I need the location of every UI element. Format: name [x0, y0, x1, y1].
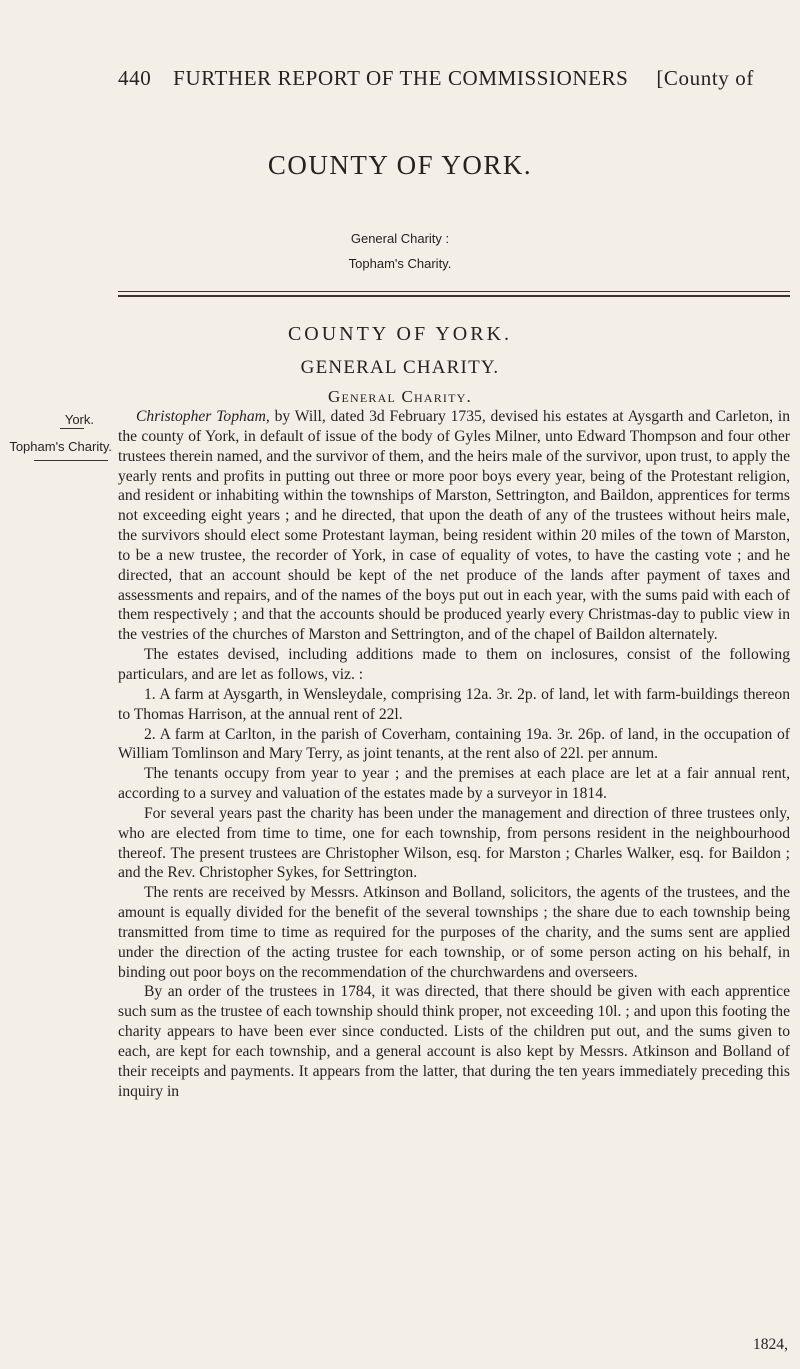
paragraph: By an order of the trustees in 1784, it was directed, that there should be given with each apprentice such sum as the trustee of each township should think proper, not exceeding 10l. ; and upon this footing the charity appears to have been ever since conducted. Lists of the children put out, and the sums given to each, are kept for each township, and a general account is also kept by Messrs. Atkinson and Bolland of their receipts and payments. It appears from the latter, that during the ten years immediately preceding this inquiry in [118, 983, 790, 1100]
running-header [118, 66, 800, 91]
paragraph: 2. A farm at Carlton, in the parish of Coverham, containing 19a. 3r. 26p. of land, in the occupation of William Tomlinson and Mary Terry, as joint tenants, at the rent also of 22l. per annum. [118, 725, 790, 763]
running-title: FURTHER REPORT OF THE COMMISSIONERS [173, 66, 629, 90]
page-number: 440 [118, 66, 152, 90]
section-smallcaps-heading: General Charity. [328, 387, 472, 406]
paragraph [118, 407, 790, 645]
page-title: COUNTY OF YORK. [267, 150, 533, 180]
margin-note-tophams-charity: Topham's Charity. [9, 439, 112, 454]
paragraph-text: by Will, dated 3d February 1735, devised his estates at Aysgarth and Carleton, in the county of York, in default of issue of the body of Gyles Milner, unto Edward Thompson and four other trustees therein named, and the survivor of them, and the heirs male of the survivor, upon trust, to apply the yearly rents and profits in putting out three or more poor boys every year, being of the Protestant religion, and resident or inhabiting within the townships of Marston, Settrington, and Baildon, apprentices for terms not exceeding eight years ; and he directed, that upon the death of any of the trustees without heirs male, the survivors should elect some Protestant layman, being resident within 20 miles of the town of Marston, to be a new trustee, the recorder of York, in case of equality of votes, to have the casting vote ; and he directed, that an account should be kept of the net produce of the lands after payment of taxes and assessments and repairs, and of the names of the boys put out in each year, with the sums paid with each of them respectively ; and that the accounts should be produced yearly every Christmas-day to public view in the vestries of the churches of Marston and Settrington, and of the chapel of Baildon alternately. [118, 408, 790, 644]
divider-rule [118, 291, 790, 292]
divider-rule-thick [118, 295, 790, 297]
paragraph: 1. A farm at Aysgarth, in Wensleydale, comprising 12a. 3r. 2p. of land, let with farm-buildings thereon to Thomas Harrison, at the annual rent of 22l. [118, 685, 790, 723]
paragraph: The estates devised, including additions made to them on inclosures, consist of the following particulars, and are let as follows, viz. : [118, 646, 790, 683]
section-subtitle: GENERAL CHARITY. [300, 357, 500, 378]
running-county: [County of [656, 66, 754, 90]
paragraph-lead: Christopher Topham, [136, 408, 270, 425]
body-text [118, 407, 790, 1102]
section-title: COUNTY OF YORK. [287, 323, 513, 345]
catchword: 1824, [752, 1336, 788, 1353]
subhead-tophams-charity: Topham's Charity. [348, 256, 452, 271]
margin-dash [60, 428, 84, 429]
paragraph: The rents are received by Messrs. Atkinson and Bolland, solicitors, the agents of the trustees, and the amount is equally divided for the benefit of the several townships ; the share due to each township being transmitted from time to time as required for the purposes of the charity, and the sums sent are applied under the direction of the acting trustee for each township, or of some person acting on his behalf, in binding out poor boys on the recommendation of the churchwardens and overseers. [118, 884, 790, 981]
paragraph: The tenants occupy from year to year ; and the premises at each place are let at a fair annual rent, according to a survey and valuation of the estates made by a surveyor in 1814. [118, 765, 790, 803]
subhead-general-charity: General Charity : [350, 231, 450, 246]
margin-note-york: York. [64, 412, 94, 427]
margin-bracket [34, 460, 108, 461]
paragraph: For several years past the charity has been under the management and direction of three trustees only, who are elected from time to time, one for each township, from persons resident in the neighbourhood thereof. The present trustees are Christopher Wilson, esq. for Marston ; Charles Walker, esq. for Baildon ; and the Rev. Christopher Sykes, for Settrington. [118, 804, 790, 882]
